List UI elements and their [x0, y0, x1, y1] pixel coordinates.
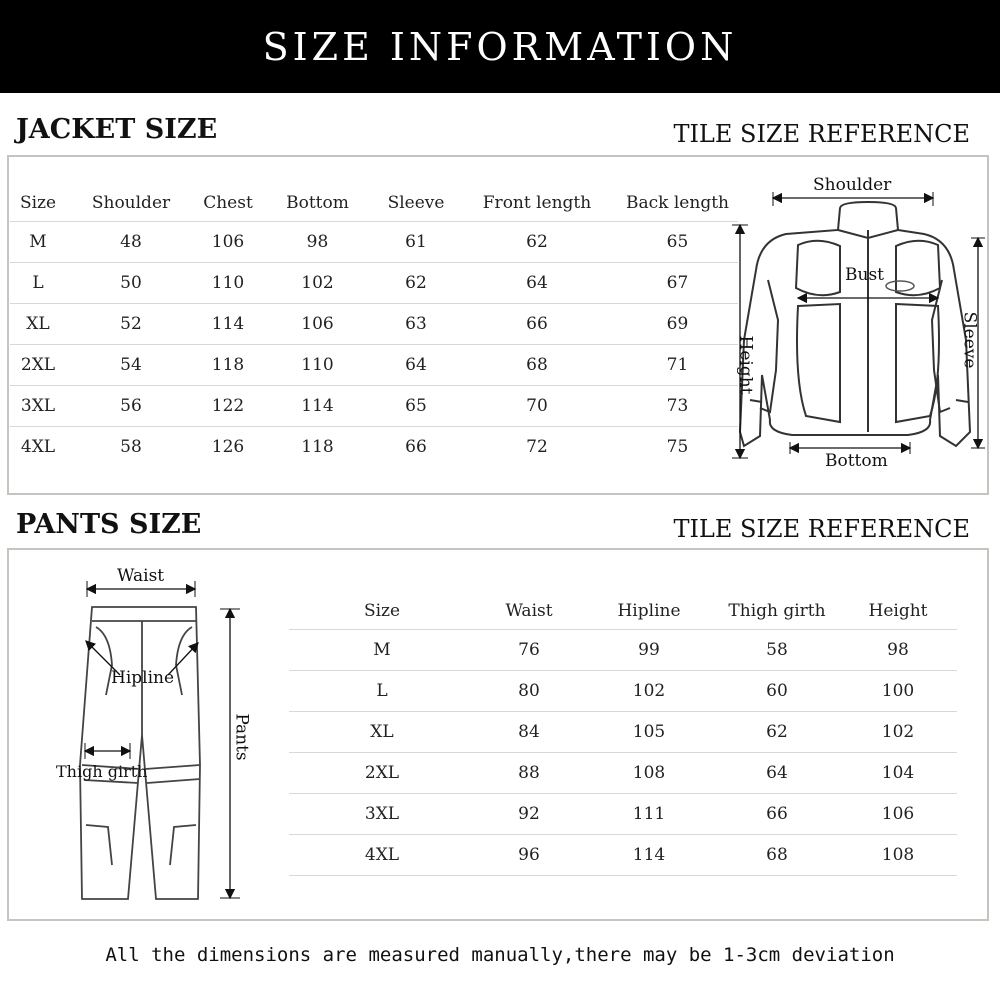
- jacket-section-title: JACKET SIZE: [16, 114, 218, 145]
- table-row: [10, 222, 738, 263]
- table-cell: 64: [715, 753, 839, 794]
- table-cell: 96: [475, 835, 583, 876]
- page-title: SIZE INFORMATION: [262, 24, 738, 69]
- table-cell: 118: [196, 345, 260, 386]
- table-row: [10, 427, 738, 468]
- table-cell: 98: [839, 630, 957, 671]
- table-row: [10, 304, 738, 345]
- column-header: Chest: [196, 185, 260, 222]
- table-cell: 111: [583, 794, 715, 835]
- table-cell: 56: [66, 386, 196, 427]
- table-cell: 99: [583, 630, 715, 671]
- table-row: [10, 345, 738, 386]
- table-cell: 80: [475, 671, 583, 712]
- table-cell: 126: [211, 437, 245, 457]
- table-header-row: [10, 185, 738, 222]
- table-cell: 100: [839, 671, 957, 712]
- table-cell: 2XL: [289, 753, 475, 794]
- height-label: Height: [735, 335, 756, 395]
- column-header: Waist: [475, 593, 583, 630]
- table-cell: 110: [196, 263, 260, 304]
- table-cell: 68: [715, 835, 839, 876]
- pants-diagram: [50, 565, 265, 910]
- table-cell: 62: [715, 712, 839, 753]
- table-cell: 62: [457, 222, 617, 263]
- table-cell: 54: [66, 345, 196, 386]
- table-cell: L: [289, 671, 475, 712]
- shoulder-label: Shoulder: [813, 175, 892, 195]
- jacket-reference-label: TILE SIZE REFERENCE: [673, 120, 970, 148]
- table-cell: 70: [457, 386, 617, 427]
- table-cell: 108: [839, 835, 957, 876]
- jacket-illustration: [728, 170, 990, 480]
- column-header: Size: [10, 185, 66, 222]
- header-banner: [0, 0, 1000, 93]
- table-cell: 108: [583, 753, 715, 794]
- table-cell: 106: [196, 222, 260, 263]
- column-header: Back length: [617, 185, 738, 222]
- table-cell: 76: [475, 630, 583, 671]
- pants-size-table: [289, 593, 957, 876]
- pants-length-label: Pants: [231, 713, 252, 761]
- table-cell: 118: [301, 437, 334, 457]
- table-cell: 69: [617, 304, 738, 345]
- table-cell: 3XL: [10, 386, 66, 427]
- table-cell: 102: [839, 712, 957, 753]
- table-cell: L: [10, 263, 66, 304]
- table-cell: 64: [375, 345, 457, 386]
- pants-section-title: PANTS SIZE: [16, 509, 202, 540]
- table-cell: 122: [196, 386, 260, 427]
- bottom-label: Bottom: [825, 451, 888, 471]
- table-cell: 106: [839, 794, 957, 835]
- thigh-girth-label: Thigh girth: [56, 762, 148, 781]
- table-cell: 104: [839, 753, 957, 794]
- table-cell: 66: [715, 794, 839, 835]
- table-cell: 84: [475, 712, 583, 753]
- table-cell: 3XL: [289, 794, 475, 835]
- table-cell: 4XL: [20, 437, 56, 457]
- table-cell: 61: [375, 222, 457, 263]
- jacket-diagram: [728, 170, 990, 480]
- pants-reference-label: TILE SIZE REFERENCE: [673, 515, 970, 543]
- table-cell: 68: [457, 345, 617, 386]
- table-cell: 60: [715, 671, 839, 712]
- column-header: Thigh girth: [715, 593, 839, 630]
- table-row: [289, 753, 957, 794]
- table-cell: 48: [66, 222, 196, 263]
- table-row: [289, 794, 957, 835]
- sleeve-label: Sleeve: [959, 311, 980, 369]
- table-cell: 63: [375, 304, 457, 345]
- table-row: [289, 671, 957, 712]
- bust-label: Bust: [845, 265, 884, 285]
- measurement-note: All the dimensions are measured manually,there may be 1-3cm deviation: [105, 944, 895, 966]
- table-cell: 73: [617, 386, 738, 427]
- table-cell: 2XL: [10, 345, 66, 386]
- table-cell: 50: [66, 263, 196, 304]
- table-row: [289, 630, 957, 671]
- table-row: [10, 386, 738, 427]
- column-header: Bottom: [260, 185, 375, 222]
- table-cell: 98: [260, 222, 375, 263]
- column-header: Height: [839, 593, 957, 630]
- jacket-size-table: [10, 185, 738, 467]
- table-cell: 92: [475, 794, 583, 835]
- table-cell: 106: [260, 304, 375, 345]
- table-cell: 71: [617, 345, 738, 386]
- table-cell: 114: [196, 304, 260, 345]
- table-cell: 67: [617, 263, 738, 304]
- table-cell: 4XL: [289, 835, 475, 876]
- table-cell: 105: [583, 712, 715, 753]
- column-header: Sleeve: [375, 185, 457, 222]
- table-cell: 65: [375, 386, 457, 427]
- table-cell: M: [289, 630, 475, 671]
- table-cell: 52: [66, 304, 196, 345]
- table-cell: 102: [260, 263, 375, 304]
- column-header: Size: [289, 593, 475, 630]
- table-cell: 72: [526, 437, 548, 457]
- table-cell: 65: [617, 222, 738, 263]
- table-cell: 75: [666, 437, 689, 457]
- waist-label: Waist: [117, 566, 165, 586]
- table-cell: 114: [260, 386, 375, 427]
- table-cell: 114: [583, 835, 715, 876]
- table-cell: 58: [715, 630, 839, 671]
- table-row: [289, 712, 957, 753]
- table-cell: 66: [457, 304, 617, 345]
- hipline-label: Hipline: [111, 668, 175, 688]
- table-cell: XL: [10, 304, 66, 345]
- table-cell: 62: [375, 263, 457, 304]
- table-cell: 66: [405, 437, 427, 457]
- column-header: Hipline: [583, 593, 715, 630]
- table-header-row: [289, 593, 957, 630]
- table-row: [289, 835, 957, 876]
- table-row: [10, 263, 738, 304]
- table-cell: M: [10, 222, 66, 263]
- table-cell: 58: [120, 437, 142, 457]
- table-cell: 88: [475, 753, 583, 794]
- column-header: Shoulder: [66, 185, 196, 222]
- table-cell: XL: [289, 712, 475, 753]
- column-header: Front length: [457, 185, 617, 222]
- table-cell: 110: [260, 345, 375, 386]
- table-cell: 102: [583, 671, 715, 712]
- table-cell: 64: [457, 263, 617, 304]
